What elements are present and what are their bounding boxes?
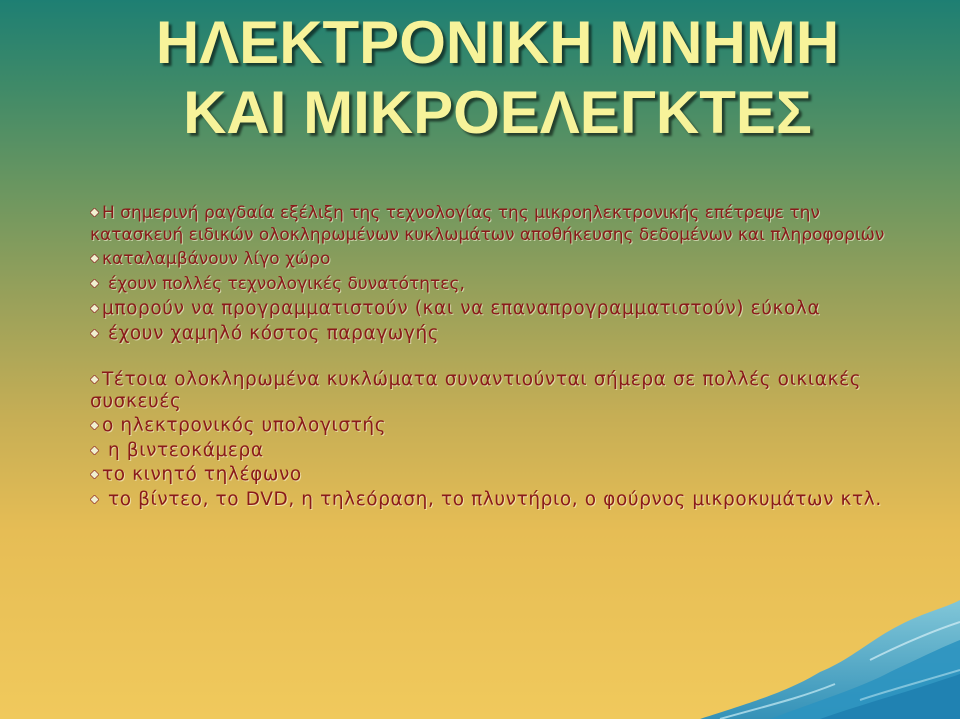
bullet-text: έχουν χαμηλό κόστος παραγωγής (108, 322, 440, 344)
bullet-text: μπορούν να προγραμματιστούν (και να επαναπρογραμματιστούν) εύκολα (102, 298, 821, 319)
bullet-text: Τέτοια ολοκληρωμένα κυκλώματα συναντιούνται σήμερα σε πολλές οικιακές συσκευές (90, 369, 862, 412)
bullet-text: καταλαμβάνουν λίγο χώρο (102, 249, 331, 269)
bullet-item (90, 203, 900, 246)
bullet-item (90, 274, 900, 296)
bullet-text: το βίντεο, το DVD, η τηλεόραση, το πλυντήριο, ο φούρνος μικροκυμάτων κτλ. (108, 488, 882, 510)
slide-title (0, 8, 960, 148)
bullet-item (90, 298, 900, 320)
diamond-bullet-icon (90, 470, 99, 479)
diamond-bullet-icon (90, 329, 99, 338)
bullet-item (90, 489, 900, 511)
bullet-text: ο ηλεκτρονικός υπολογιστής (102, 415, 387, 436)
bullet-item (90, 440, 900, 462)
bullet-text: έχουν πολλές τεχνολογικές δυνατότητες, (108, 273, 465, 294)
bullet-item (90, 369, 900, 412)
diamond-bullet-icon (90, 254, 99, 263)
diamond-bullet-icon (90, 279, 99, 288)
diamond-bullet-icon (90, 446, 99, 455)
diamond-bullet-icon (90, 375, 99, 384)
bullet-item (90, 415, 900, 437)
bullet-text: η βιντεοκάμερα (108, 439, 264, 461)
title-line-1: ΗΛΕΚΤΡΟΝΙΚΗ ΜΝΗΜΗ (155, 9, 840, 76)
content-body (90, 203, 900, 510)
bullet-text: Η σημερινή ραγδαία εξέλιξη της τεχνολογίας της μικροηλεκτρονικής επέτρεψε την κατασκευή ειδικών ολοκληρωμένων κυκλωμάτων αποθήκευσης δεδομένων και πληροφοριών (90, 203, 885, 245)
bullet-item (90, 323, 900, 345)
bullet-item (90, 464, 900, 486)
title-line-2: ΚΑΙ ΜΙΚΡΟΕΛΕΓΚΤΕΣ (183, 79, 812, 147)
diamond-bullet-icon (90, 421, 99, 430)
bullet-text: το κινητό τηλέφωνο (102, 464, 302, 485)
diamond-bullet-icon (90, 495, 99, 504)
diamond-bullet-icon (90, 304, 99, 313)
bullet-item (90, 249, 900, 271)
diamond-bullet-icon (90, 208, 99, 217)
